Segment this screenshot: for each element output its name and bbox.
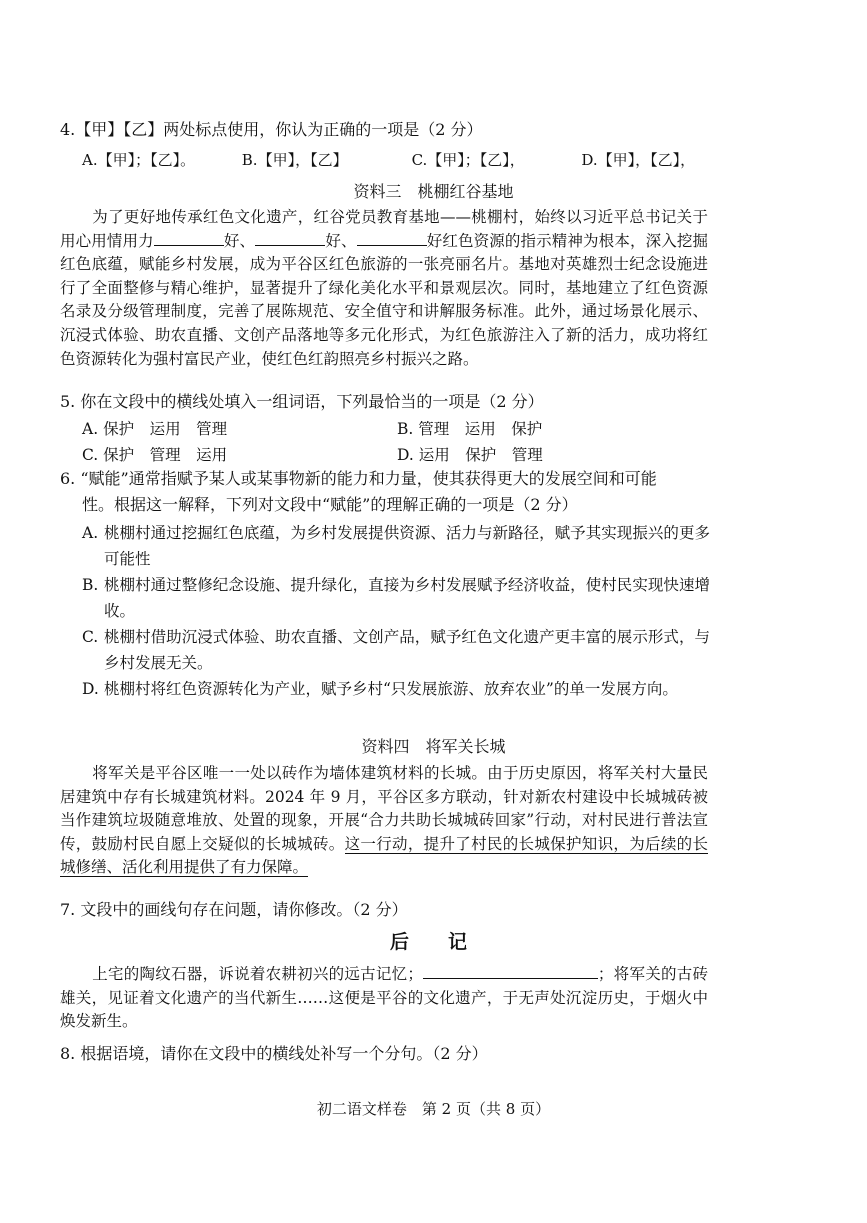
q4-option-c: C.【甲】；【乙】， <box>411 151 525 169</box>
q4-option-d: D.【甲】，【乙】， <box>581 151 696 169</box>
question-6-stem-line-2: 性。根据这一解释，下列对文段中“赋能”的理解正确的一项是（2 分） <box>82 495 578 514</box>
material-3-text-a: 为了更好地传承红色文化遗产，红谷党员教育基地——桃棚村，始终以习近平总书记关于用心用情用力 <box>60 208 708 250</box>
question-4-stem: 4.【甲】【乙】两处标点使用，你认为正确的一项是（2 分） <box>60 120 483 139</box>
blank-2 <box>255 231 325 246</box>
blank-1 <box>154 231 224 246</box>
material-3-heading: 资料三 桃棚红谷基地 <box>353 182 514 201</box>
afterword-text-b: ；将军关的古砖雄关，见证着文化遗产的当代新生……这便是平谷的文化遗产，于无声处沉淀历史，于烟火中焕发新生。 <box>60 965 708 1031</box>
material-4-underlined-sentence: 这一行动，提升了村民的长城保护知识，为后续的长城修缮、活化利用提供了有力保障。 <box>60 834 708 877</box>
q6-option-c: C. 桃棚村借助沉浸式体验、助农直播、文创产品，赋予红色文化遗产更丰富的展示形式，与乡村发展无关。 <box>82 628 710 672</box>
question-6-stem-line-1: 6. “赋能”通常指赋予某人或某事物新的能力和力量，使其获得更大的发展空间和可能 <box>60 469 657 488</box>
afterword-paragraph <box>60 963 708 1034</box>
q4-option-a: A.【甲】；【乙】。 <box>82 151 196 169</box>
q5-option-d: D. 运用 保护 管理 <box>397 446 543 464</box>
blank-3 <box>357 231 427 246</box>
q5-option-b: B. 管理 运用 保护 <box>397 420 543 438</box>
afterword-text-a: 上宅的陶纹石器，诉说着农耕初兴的远古记忆； <box>92 965 423 983</box>
afterword-blank <box>423 964 598 979</box>
material-3-text-d: 好红色资源的指示精神为根本，深入挖掘红色底蕴，赋能乡村发展，成为平谷区红色旅游的一张亮丽名片。基地对英雄烈士纪念设施进行了全面整修与精心维护，显著提升了绿化美化水平和景观层次。同时，基地建立了红色资源名录及分级管理制度，完善了展陈规范、安全值守和讲解服务标准。此外，通过场景化展示、沉浸式体验、助农直播、文创产品落地等多元化形式，为红色旅游注入了新的活力，成功将红色资源转化为强村富民产业，使红色红韵照亮乡村振兴之路。 <box>60 231 708 368</box>
material-4-text: 将军关是平谷区唯一一处以砖作为墙体建筑材料的长城。由于历史原因，将军关村大量民居建筑中存有长城建筑材料。2024 年 9 月，平谷区多方联动，针对新农村建设中长城城砖被当作建筑垃圾随意堆放、处置的现象，开展“合力共助长城城砖回家”行动，对村民进行普法宣传，鼓励村民自愿上交疑似的长城城砖。 <box>60 764 708 853</box>
q6-option-d: D. 桃棚村将红色资源转化为产业，赋予乡村“只发展旅游、放弃农业”的单一发展方向。 <box>82 680 678 698</box>
question-7-stem: 7. 文段中的画线句存在问题，请你修改。（2 分） <box>60 900 408 919</box>
material-3-paragraph <box>60 206 708 371</box>
material-3-text-c: 好、 <box>325 231 357 250</box>
q5-option-a: A. 保护 运用 管理 <box>82 420 228 438</box>
question-4-options <box>82 149 695 171</box>
q5-option-c: C. 保护 管理 运用 <box>82 446 228 464</box>
material-4-heading: 资料四 将军关长城 <box>361 737 506 756</box>
q6-option-a: A. 桃棚村通过挖掘红色底蕴，为乡村发展提供资源、活力与新路径，赋予其实现振兴的更多可能性 <box>82 524 710 568</box>
q4-option-b: B.【甲】，【乙】 <box>241 151 348 169</box>
afterword-heading: 后 记 <box>389 931 477 953</box>
question-5-stem: 5. 你在文段中的横线处填入一组词语，下列最恰当的一项是（2 分） <box>60 392 544 411</box>
q6-option-b: B. 桃棚村通过整修纪念设施、提升绿化，直接为乡村发展赋予经济收益，使村民实现快速增收。 <box>82 576 710 620</box>
material-4-paragraph <box>60 762 708 880</box>
page-footer: 初二语文样卷 第 2 页（共 8 页） <box>316 1100 551 1118</box>
question-8-stem: 8. 根据语境，请你在文段中的横线处补写一个分句。（2 分） <box>60 1044 488 1063</box>
material-3-text-b: 好、 <box>223 231 256 250</box>
